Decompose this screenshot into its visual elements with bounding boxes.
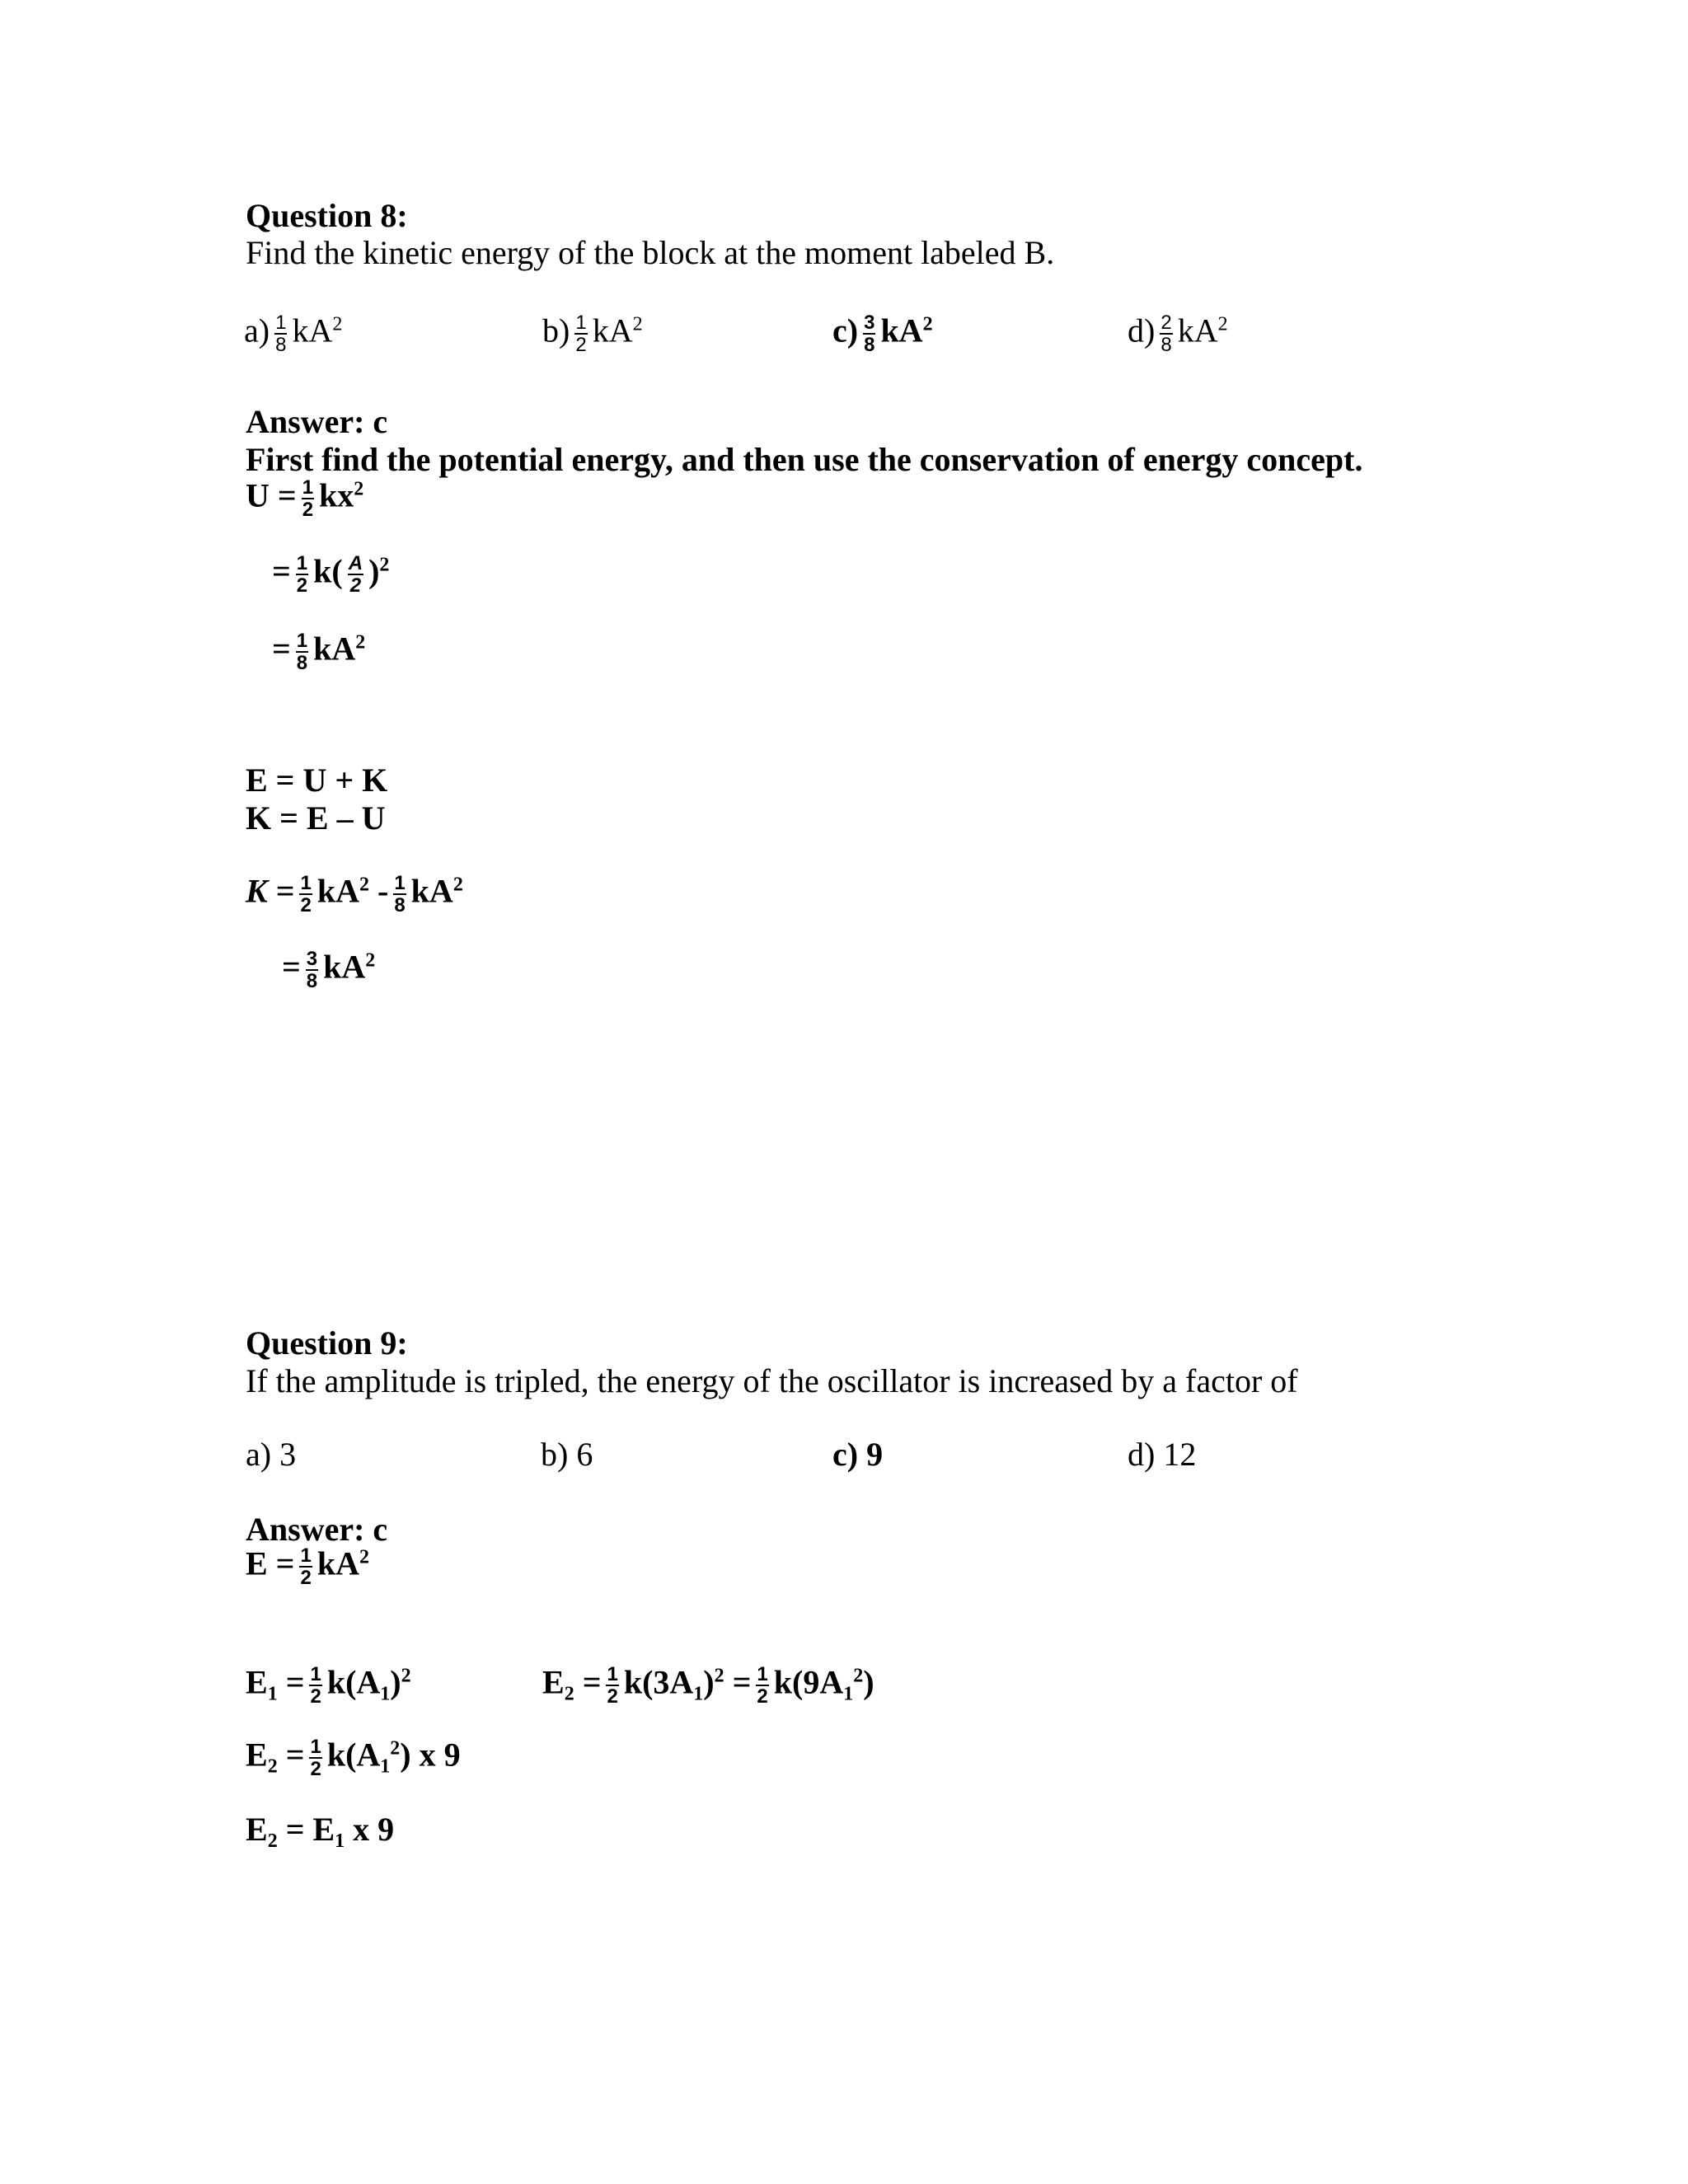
q8-eq-kinetic-substitute: K = $\frac{1}{2}$ $kA^2$ - $\frac{1}{8}$ $kA^2$ — [246, 872, 463, 916]
q9-eq-e1: $E_1$ = $\frac{1}{2}$ $k(A_1)^2$ — [246, 1663, 411, 1708]
q8-eq-potential-result: = $\frac{1}{8}$ $kA^2$ — [272, 630, 366, 674]
q8-explanation: First find the potential energy, and then use the conservation of energy concept. — [246, 441, 1363, 478]
q8-option-b: b) $\frac{1}{2}$ $kA^2$ — [542, 312, 643, 356]
q8-answer: Answer: c — [246, 403, 388, 440]
q9-answer: Answer: c — [246, 1511, 388, 1548]
q8-option-c-correct: c) $\frac{3}{8}$ $kA^2$ — [832, 312, 933, 356]
q9-eq-e2-expand: $E_2$ = $\frac{1}{2}$ $k(3A_1)^2$ = $\frac{1}{2}$ $k(9A_1^2)$ — [542, 1663, 874, 1708]
q8-option-d: d) $\frac{2}{8}$ $kA^2$ — [1128, 312, 1228, 356]
q8-eq-energy: E = U + K — [246, 762, 388, 799]
q9-option-b: b) 6 — [541, 1436, 593, 1473]
question-9-prompt: If the amplitude is tripled, the energy of the oscillator is increased by a factor of — [246, 1362, 1298, 1399]
q8-eq-potential: U = $\frac{1}{2}$ $kx^2$ — [246, 476, 364, 521]
q8-eq-kinetic-result: = $\frac{3}{8}$ $kA^2$ — [282, 948, 376, 992]
q8-eq-substitute: = $\frac{1}{2}$ k( $\frac{A}{2}$ )$^2$ — [272, 552, 390, 597]
q9-eq-e2-result: $E_2 = E_1$ x 9 — [246, 1811, 395, 1852]
q9-option-d: d) 12 — [1128, 1436, 1197, 1473]
question-8-title: Question 8: — [246, 197, 408, 234]
question-9-title: Question 9: — [246, 1324, 408, 1361]
q9-option-c-correct: c) 9 — [832, 1436, 884, 1473]
question-8-prompt: Find the kinetic energy of the block at the moment labeled B. — [246, 234, 1055, 271]
q9-option-a: a) 3 — [246, 1436, 297, 1473]
q8-eq-kinetic: K = E – U — [246, 799, 386, 837]
q9-eq-e2-factor: $E_2$ = $\frac{1}{2}$ $k(A_1^2)$ x 9 — [246, 1736, 461, 1780]
q8-option-a: a) $\frac{1}{8}$ $kA^2$ — [244, 312, 343, 356]
q9-eq-energy: E = $\frac{1}{2}$ $kA^2$ — [246, 1544, 369, 1589]
